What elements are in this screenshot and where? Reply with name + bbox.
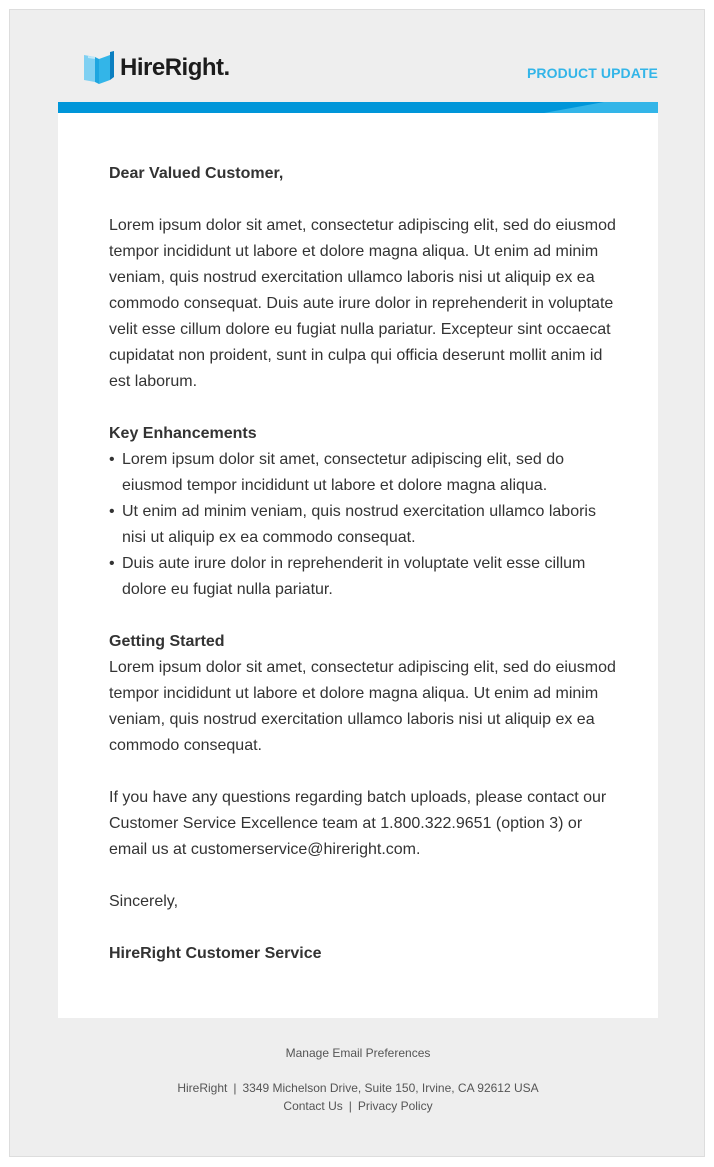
greeting: Dear Valued Customer, [109, 165, 284, 182]
email-footer [58, 1043, 658, 1115]
privacy-policy-link[interactable]: Privacy Policy [357, 1099, 433, 1113]
getting-started-paragraph: Lorem ipsum dolor sit amet, consectetur adipiscing elit, sed do eiusmod tempor incididunt ut labore et dolore magna aliqua. Ut enim ad minim veniam, quis nostrud exercitation ullamco laboris nisi ut aliquip ex ea commodo consequat. [109, 659, 616, 754]
intro-paragraph: Lorem ipsum dolor sit amet, consectetur adipiscing elit, sed do eiusmod tempor incididunt ut labore et dolore magna aliqua. Ut enim ad minim veniam, quis nostrud exercitation ullamco laboris nisi ut aliquip ex ea commodo consequat. Duis aute irure dolor in reprehenderit in voluptate velit esse cillum dolore eu fugiat nulla pariatur. Excepteur sint occaecat cupidatat non proident, sunt in culpa qui officia deserunt mollit anim id est laborum. [109, 217, 616, 390]
footer-address: 3349 Michelson Drive, Suite 150, Irvine, CA 92612 USA [242, 1081, 539, 1095]
header-accent-bar [58, 102, 658, 113]
list-item: • Lorem ipsum dolor sit amet, consectetur adipiscing elit, sed do eiusmod tempor incididunt ut labore et dolore magna aliqua. [109, 447, 619, 499]
email-header [58, 40, 658, 102]
bullet-icon: • [109, 451, 115, 468]
getting-started-heading: Getting Started [109, 633, 225, 650]
contact-us-link[interactable]: Contact Us [283, 1099, 343, 1113]
closing: Sincerely, [109, 893, 179, 910]
key-enhancements-heading: Key Enhancements [109, 425, 257, 442]
enhancements-list [109, 447, 619, 603]
brand-logo[interactable] [83, 51, 230, 85]
bullet-icon: • [109, 555, 115, 572]
signature: HireRight Customer Service [109, 945, 322, 962]
bullet-icon: • [109, 503, 115, 520]
footer-company: HireRight [177, 1081, 228, 1095]
list-item: • Ut enim ad minim veniam, quis nostrud exercitation ullamco laboris nisi ut aliquip ex ea commodo consequat. [109, 499, 619, 551]
contact-paragraph: If you have any questions regarding batch uploads, please contact our Customer Service Excellence team at 1.800.322.9651 (option 3) or email us at customerservice@hireright.com. [109, 789, 607, 858]
footer-separator: | [348, 1099, 352, 1113]
manage-preferences-link[interactable]: Manage Email Preferences [285, 1046, 431, 1060]
email-body [58, 113, 658, 1018]
product-update-label: PRODUCT UPDATE [526, 65, 658, 81]
list-item: • Duis aute irure dolor in reprehenderit in voluptate velit esse cillum dolore eu fugiat nulla pariatur. [109, 551, 619, 603]
brand-name: HireRight. [120, 54, 230, 81]
hireright-book-icon [83, 51, 115, 85]
footer-separator: | [233, 1081, 237, 1095]
